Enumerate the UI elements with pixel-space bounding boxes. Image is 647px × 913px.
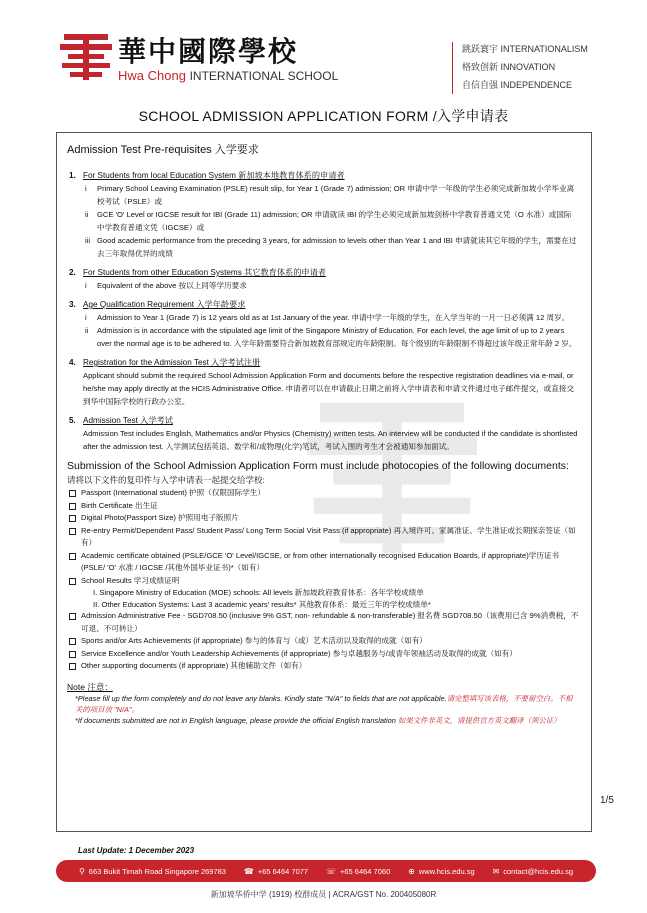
last-update: Last Update: 1 December 2023 [78, 846, 195, 855]
checkbox-icon [69, 613, 76, 620]
section-5: 5. Admission Test 入学考试 Admission Test includes English, Mathematics and/or Physics (Chemistry) written tests. An interview will be conducted if the candidate is shortlisted after the admission test. 入学测试包括英语、数学和/或物理(化学)笔试，考试入围的考生才会被通知参加面试。 [69, 416, 578, 451]
footer-text: 新加坡华侨中学 (1919) 校群成员 | ACRA/GST No. 200405080R [210, 890, 437, 899]
sub-item: ii Admission is in accordance with the stipulated age limit of the Singapore Ministry of Education. For each level, the age limit of up to 2 years over the normal age is to be adhered to. 入学年龄需要符合新加坡教育部规定的年龄限制。每个级别的年龄限制不得超过该年级正常年龄 2 岁。 [85, 326, 577, 348]
logo-english: Hwa Chong INTERNATIONAL SCHOOL [118, 68, 339, 83]
section-body: Applicant should submit the required School Admission Application Form and documents before the respective registration deadlines via e-mail, or he/she may apply directly at the HCIS Administrative Office. 申请者可以在申请截止日期之前将入学申请表和申请文件通过电子邮件提交，或直接交到华中国际学校的行政办公室。 [83, 371, 575, 406]
school-mottos [462, 40, 588, 94]
motto-line: 格致创新 INNOVATION [462, 62, 556, 72]
note-line: *If documents submitted are not in English language, please provide the official English translation 如果文件非英文，请提供官方英文翻译（须公证） [75, 715, 561, 725]
contact-address: ⚲ 663 Bukit Timah Road Singapore 269783 [78, 866, 226, 876]
web-icon: ⊕ [408, 866, 415, 876]
section-4: 4. Registration for the Admission Test 入学考试注册 Applicant should submit the required School Admission Application Form and documents before the respective registration deadlines via e-mail, or he/she may apply directly at the HCIS Administrative Office. 申请者可以在申请截止日期之前将入学申请表和申请文件通过电子邮件提交，或直接交到华中国际学校的行政办公室。 [67, 356, 579, 408]
location-icon: ⚲ [78, 866, 85, 876]
section-heading: For Students from local Education System 新加坡本地教育体系的申请者 [83, 171, 345, 180]
document-checkbox[interactable]: Birth Certificate 出生证 [67, 500, 579, 513]
checkbox-icon [69, 503, 76, 510]
checkbox-icon [69, 651, 76, 658]
contact-email[interactable]: ✉ contact@hcis.edu.sg [492, 866, 573, 876]
sub-item: iii Good academic performance from the preceding 3 years, for admission to levels other than Year 1 and IBI 申请就读其它年级的学生，需要在过去三年取得优异的成绩 [85, 236, 577, 258]
contact-website[interactable]: ⊕ www.hcis.edu.sg [408, 866, 475, 876]
sub-item: i Equivalent of the above 按以上同等学历要求 [85, 281, 247, 290]
checkbox-icon [69, 553, 76, 560]
mail-icon: ✉ [492, 866, 500, 876]
document-checkbox[interactable]: Digital Photo(Passport Size) 护照用电子版照片 [67, 512, 579, 525]
document-checkbox[interactable]: Admission Administrative Fee - SGD708.50 (inclusive 9% GST, non- refundable & non-transferable) 报名费 SGD708.50（该费用已含 9%消费税，不可退、不可转让） [67, 610, 579, 635]
document-checkbox[interactable]: Passport (International student) 护照（仅限国际学生） [67, 487, 579, 500]
note-line: *Please fill up the form completely and do not leave any blanks. Kindly state "N/A" to fields that are not applicable.请完整填写该表格，不要留空白。不相关的项目放 "N/A"。 [75, 693, 573, 714]
document-checkbox[interactable]: Sports and/or Arts Achievements (if appropriate) 参与的体育与（或）艺术活动以及取得的成就（如有） [67, 635, 579, 648]
section-heading: Age Qualification Requirement 入学年龄要求 [83, 300, 246, 309]
motto-line: 跳跃寰宇 INTERNATIONALISM [462, 44, 588, 54]
school-logo-icon [60, 32, 112, 82]
contact-bar [56, 860, 596, 882]
section-heading: For Students from other Education Systems 其它教育体系的申请者 [83, 268, 326, 277]
checkbox-icon [69, 515, 76, 522]
results-sub-item: I. Singapore Ministry of Education (MOE) schools: All levels 新加坡政府教育体系：各年学校成绩单 [93, 588, 424, 597]
section-body: Admission Test includes English, Mathematics and/or Physics (Chemistry) written tests. An interview will be conducted if the candidate is shortlisted after the admission test. 入学测试包括英语、数学和/或物理(化学)笔试，考试入围的考生才会被通知参加面试。 [83, 429, 578, 451]
logo-chinese: 華中國際學校 [118, 35, 299, 68]
section-3: 3. Age Qualification Requirement 入学年龄要求 i Admission to Year 1 (Grade 7) is 12 years old as at 1st January of the year. 申请中学一年级的学生，在入学当年的一月一日必须满 12 周岁。 ii Admission is in accordance with the stipulated age limit of the Singapore Ministry of Education. For each level, the age limit of up to 2 years over the normal age is to be adhered to. 入学年龄需要符合新加坡教育部规定的年龄限制。每个级别的年龄限制不得超过该年级正常年龄 2 岁。 [67, 298, 579, 350]
section-1: 1. For Students from local Education System 新加坡本地教育体系的申请者 i Primary School Leaving Examination (PSLE) result slip, for Year 1 (Grade 7) admission; OR 申请中学一年级的学生必须完成新加坡小学毕业离校考试（PSLE）或 ii GCE 'O' Level or IGCSE result for IBI (Grade 11) admission; OR 申请就读 IBI 的学生必须完成新加坡剑桥中学教育普通文凭（O 水准）或国际中学教育普通文凭（IGCSE）或 iii Good academic performance from the preceding 3 years, for admission to levels other than Year 1 and IBI 申请就读其它年级的学生，需要在过去三年取得优异的成绩 [67, 169, 579, 260]
section-heading: Admission Test 入学考试 [83, 416, 173, 425]
checkbox-icon [69, 663, 76, 670]
sub-item: i Admission to Year 1 (Grade 7) is 12 years old as at 1st January of the year. 申请中学一年级的学生，在入学当年的一月一日必须满 12 周岁。 [85, 313, 570, 322]
document-checkbox[interactable]: School Results 学习成绩证明 [67, 575, 579, 588]
form-content-box [56, 132, 592, 832]
document-checkbox[interactable]: Other supporting documents (if appropriate) 其他辅助文件（如有） [67, 660, 579, 673]
documents-heading: Submission of the School Admission Application Form must include photocopies of the following documents: 请将以下文件的复印件与入学申请表一起提交给学校: [67, 460, 569, 485]
motto-line: 自信自强 INDEPENDENCE [462, 80, 573, 90]
checkbox-icon [69, 490, 76, 497]
document-checkbox[interactable]: Academic certificate obtained (PSLE/GCE 'O' Level/IGCSE, or from other internationally recognised Education Boards, if appropriate)学历证书 (PSLE/ 'O' 水准 / IGCSE /其他外国毕业证书)*（如有） [67, 550, 579, 575]
checkbox-icon [69, 638, 76, 645]
checkbox-icon [69, 578, 76, 585]
sub-item: ii GCE 'O' Level or IGCSE result for IBI (Grade 11) admission; OR 申请就读 IBI 的学生必须完成新加坡剑桥中学教育普通文凭（O 水准）或国际中学教育普通文凭（IGCSE）或 [85, 210, 572, 232]
note-heading: Note 注意： [67, 681, 113, 692]
prereq-title: Admission Test Pre-requisites 入学要求 [67, 144, 259, 156]
letterhead [0, 0, 647, 100]
contact-fax: ☏ +65 6464 7060 [325, 866, 391, 876]
section-heading: Registration for the Admission Test 入学考试注册 [83, 358, 261, 367]
sub-item: i Primary School Leaving Examination (PSLE) result slip, for Year 1 (Grade 7) admission; OR 申请中学一年级的学生必须完成新加坡小学毕业离校考试（PSLE）或 [85, 184, 575, 206]
form-title: SCHOOL ADMISSION APPLICATION FORM /入学申请表 [138, 108, 509, 124]
phone-icon: ☎ [243, 866, 254, 876]
section-2: 2. For Students from other Education Systems 其它教育体系的申请者 i Equivalent of the above 按以上同等学历要求 [67, 266, 579, 292]
contact-phone[interactable]: ☎ +65 6464 7077 [243, 866, 309, 876]
page-number: 1/5 [600, 795, 614, 806]
results-sub-item: II. Other Education Systems: Last 3 academic years' results* 其他教育体系：最近三年的学校成绩单* [93, 599, 431, 609]
fax-icon: ☏ [325, 866, 336, 876]
document-checkbox[interactable]: Service Excellence and/or Youth Leadership Achievements (if appropriate) 参与卓越服务与/或青年领袖活动及取得的成就（如有） [67, 648, 579, 661]
document-checkbox[interactable]: Re-entry Permit/Dependent Pass/ Student Pass/ Long Term Social Visit Pass (if appropriate) 再入境许可、家属准证、学生准证或长期探亲签证（如有） [67, 525, 579, 550]
checkbox-icon [69, 528, 76, 535]
